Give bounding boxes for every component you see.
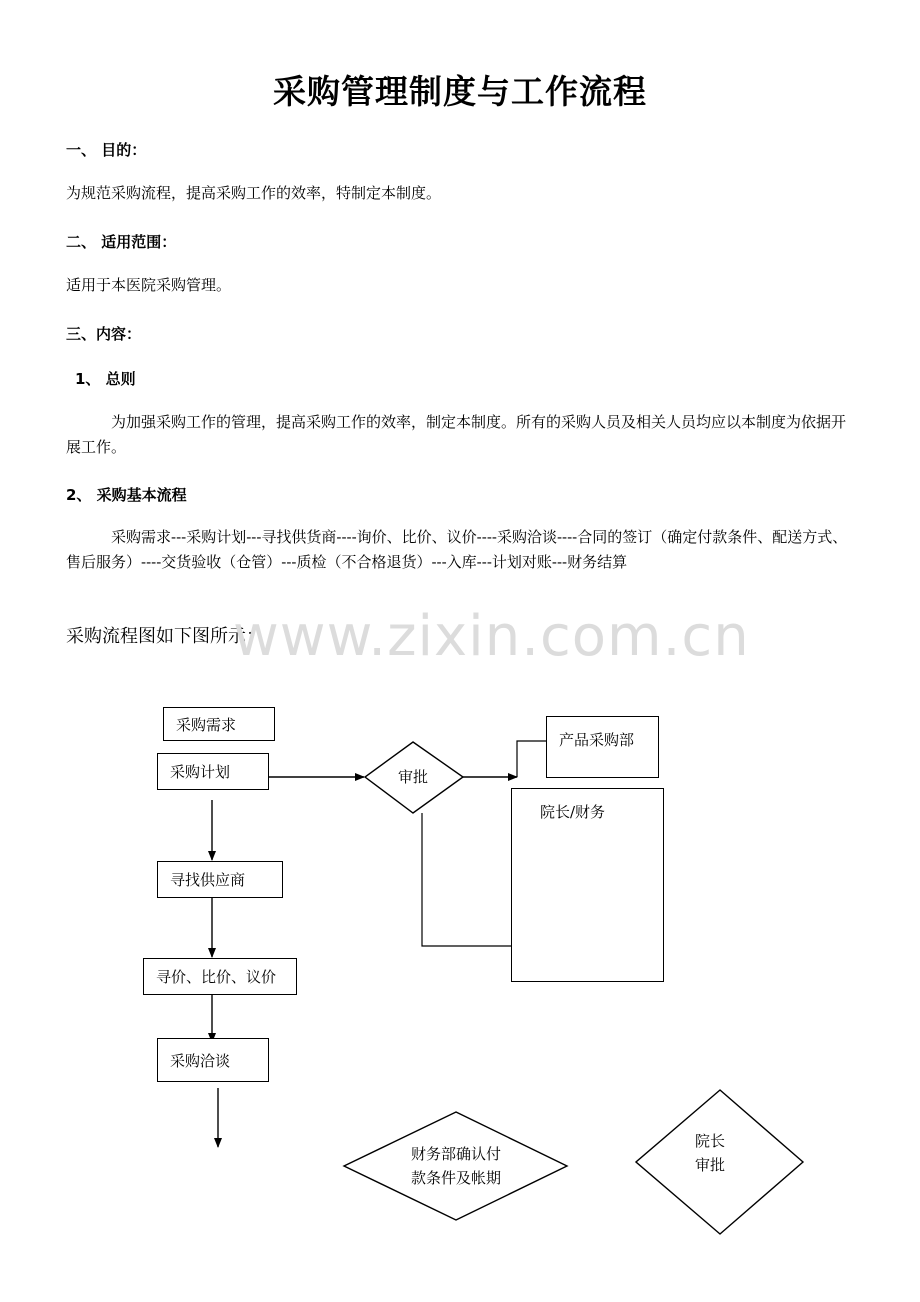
- box-negotiation: 采购洽谈: [157, 1038, 269, 1082]
- subsection-heading-basic-flow: 2、 采购基本流程: [66, 486, 187, 504]
- box-dean-finance: 院长/财务: [511, 788, 664, 982]
- section-heading-purpose: 一、 目的：: [66, 141, 147, 159]
- subsection-text-general: 为加强采购工作的管理，提高采购工作的效率，制定本制度。所有的采购人员及相关人员均应以本制度为依据开展工作。: [66, 413, 847, 456]
- connector-dept-bracket: [517, 741, 546, 777]
- dean-approve-line2: 审批: [694, 1156, 725, 1174]
- box-product-dept: 产品采购部: [546, 716, 659, 778]
- finance-confirm-line2: 款条件及帐期: [410, 1169, 501, 1187]
- finance-confirm-label: [386, 1142, 526, 1190]
- section-heading-content: 三、内容：: [66, 325, 142, 343]
- flowchart-intro: 采购流程图如下图所示：: [66, 626, 264, 647]
- box-purchase-plan: 采购计划: [157, 753, 269, 790]
- page-title: 采购管理制度与工作流程: [273, 72, 647, 111]
- watermark: www.zixin.com.cn: [233, 604, 750, 669]
- box-purchase-demand: 采购需求: [163, 707, 275, 741]
- section-text-scope: 适用于本医院采购管理。: [66, 276, 232, 294]
- connector-approve-down: [422, 813, 511, 946]
- section-heading-scope: 二、 适用范围：: [66, 233, 177, 251]
- section-text-purpose: 为规范采购流程，提高采购工作的效率，特制定本制度。: [66, 184, 442, 202]
- finance-confirm-line1: 财务部确认付: [410, 1145, 501, 1163]
- subsection-text-basic-flow: 采购需求---采购计划---寻找供货商----询价、比价、议价----采购洽谈----合同的签订（确定付款条件、配送方式、售后服务）----交货验收（仓管）---质检（不合格退货）---入库---计划对账---财务结算: [66, 528, 848, 571]
- approve-label: 审批: [397, 768, 428, 786]
- box-find-supplier: 寻找供应商: [157, 861, 283, 898]
- subsection-heading-general: 1、 总则: [75, 370, 136, 388]
- dean-approve-label: [680, 1129, 740, 1177]
- dean-approve-line1: 院长: [694, 1132, 725, 1150]
- box-inquiry: 寻价、比价、议价: [143, 958, 297, 995]
